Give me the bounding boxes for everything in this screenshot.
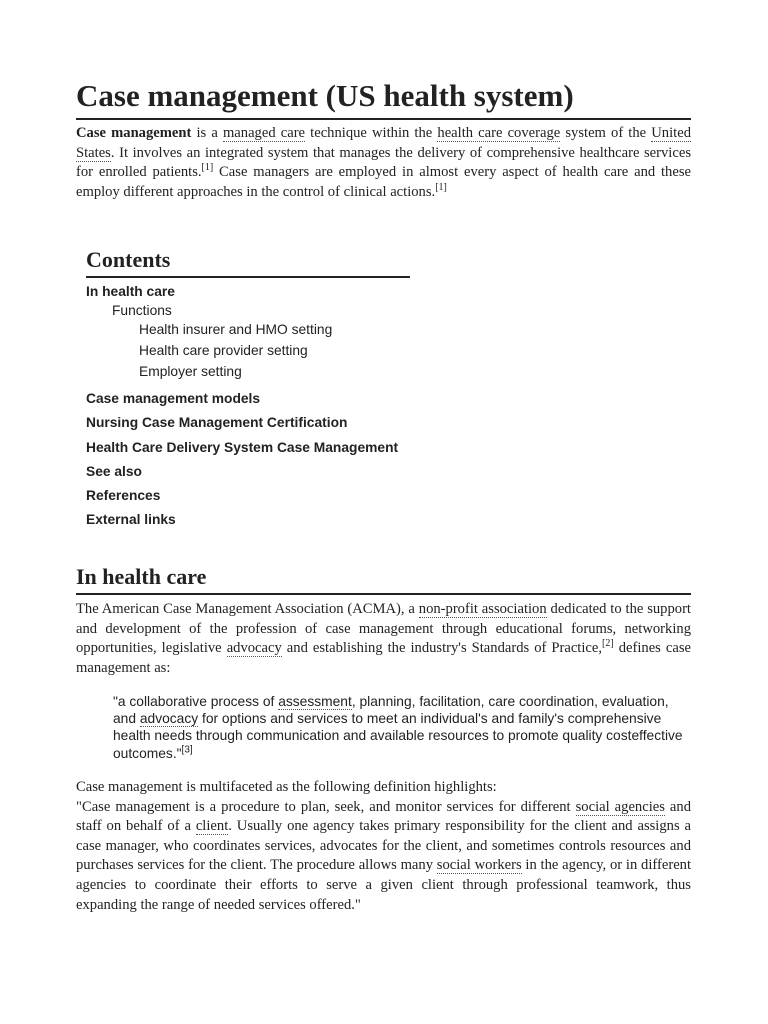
para-text: Case management is multifaceted as the following definition highlights: [76,779,497,795]
link-advocacy[interactable]: advocacy [226,640,282,657]
toc-item-delivery-system[interactable]: Health Care Delivery System Case Management [86,440,399,455]
link-client[interactable]: client [195,818,229,835]
intro-text: Case managers are employed in almost every aspect of health care and these employ different approaches in the control of clinical actions. [76,164,691,200]
toc-item-see-also[interactable]: See also [86,464,142,479]
link-advocacy[interactable]: advocacy [139,711,199,727]
toc-item-nursing-certification[interactable]: Nursing Case Management Certification [86,415,348,430]
intro-text: . It involves an integrated system that manages the delivery of comprehensive healthcare services for enrolled patients. [76,144,691,181]
para-text: "Case management is a procedure to plan, seek, and monitor services for different [76,798,576,815]
intro-text: system of the [560,125,652,141]
toc-item-case-management-models[interactable]: Case management models [86,391,261,406]
para-text: dedicated to the support and development of the profession of case management through educational forums, networking opportunities, legislative [76,601,691,657]
citation-ref[interactable]: [1] [435,181,447,193]
link-social-workers[interactable]: social workers [436,857,522,874]
link-united-states[interactable]: United States [76,125,691,161]
toc-item-employer[interactable]: Employer setting [139,364,242,379]
toc-title: Contents [86,246,410,278]
toc-item-health-care-provider[interactable]: Health care provider setting [139,343,308,358]
quote-text: "a collaborative process of [113,694,279,709]
section-paragraph [76,600,691,678]
quote-text: , planning, facilitation, care coordination, evaluation, and [113,694,669,727]
quote-text: for options and services to meet an individual's and family's comprehensive health needs through communication and available resources to promote quality costeffective outcomes." [113,711,683,761]
toc-item-external-links[interactable]: External links [86,512,176,527]
citation-ref[interactable]: [2] [602,638,614,650]
para-text: defines case management as: [76,640,691,676]
section-heading: In health care [76,563,691,595]
link-non-profit-association[interactable]: non-profit association [418,601,547,617]
definition-paragraph [76,778,691,915]
link-health-care-coverage[interactable]: health care coverage [437,125,561,141]
link-managed-care[interactable]: managed care [222,125,306,141]
toc-item-functions[interactable]: Functions [112,303,172,318]
para-text: and establishing the industry's Standards of Practice, [281,640,603,657]
toc-item-in-health-care[interactable]: In health care [86,284,175,299]
para-text: . Usually one agency takes primary responsibility for the client and assigns a case manager, who coordinates services, advocates for the client, and sometimes controls resources and purchases services for the client. The procedure allows many [76,818,691,874]
para-text: in the agency, or in different agencies to coordinate their efforts to serve a given client through professional teamwork, thus expanding the range of needed services offered." [76,857,692,913]
citation-ref[interactable]: [3] [181,744,193,756]
intro-text: is a [191,125,223,141]
link-assessment[interactable]: assessment [278,694,352,709]
toc-item-references[interactable]: References [86,488,161,503]
intro-paragraph [76,124,691,202]
page-title: Case management (US health system) [76,76,691,120]
intro-term: Case management [76,125,192,141]
toc-item-health-insurer[interactable]: Health insurer and HMO setting [139,322,333,337]
para-text: The American Case Management Association (ACMA), a [76,601,419,617]
para-text: and staff on behalf of a [76,798,691,835]
citation-ref[interactable]: [1] [201,162,214,174]
intro-text: technique within the [305,125,438,141]
definition-quote [113,693,693,762]
link-social-agencies[interactable]: social agencies [575,798,665,815]
